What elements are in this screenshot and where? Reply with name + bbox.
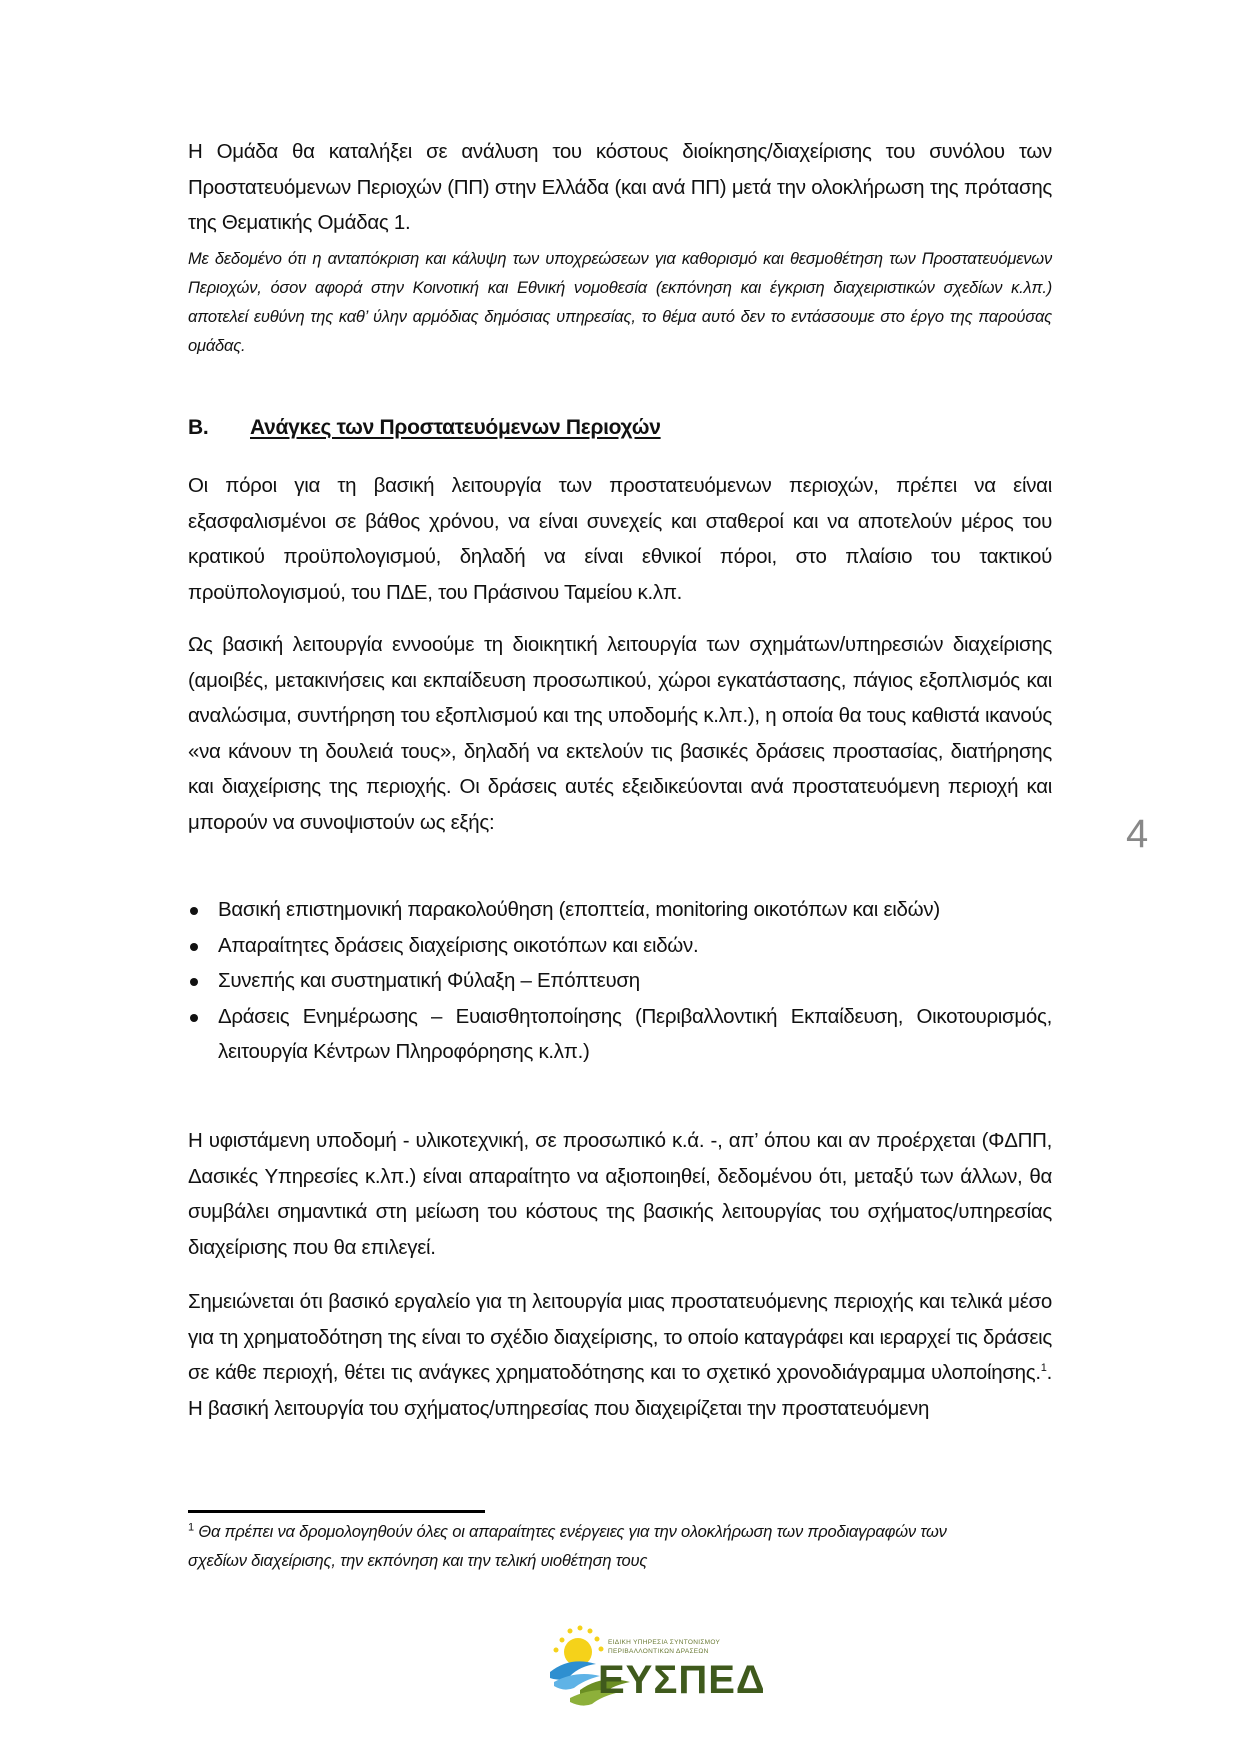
paragraph-text: Η Ομάδα θα καταλήξει σε ανάλυση του κόστους διοίκησης/διαχείρισης του συνόλου των Προστατευόμενων Περιοχών (ΠΠ) στην Ελλάδα (και ανά ΠΠ) μετά την ολοκλήρωση της πρότασης της Θεματικής Ομάδας 1. xyxy=(188,140,1052,234)
footnote-marker: 1 xyxy=(188,1521,194,1534)
footnote-separator xyxy=(188,1510,485,1513)
paragraph-text-part: Σημειώνεται ότι βασικό εργαλείο για τη λειτουργία μιας προστατευόμενης περιοχής και τελικά μέσο για τη χρηματοδότηση της είναι το σχέδιο διαχείρισης, το οποίο καταγράφει και ιεραρχεί τις δράσεις σε κάθε περιοχή, θέτει τις ανάγκες χρηματοδότησης και το σχετικό χρονοδιάγραμμα υλοποίησης. xyxy=(188,1290,1052,1384)
paragraph-text-part: . Η βασική λειτουργία του σχήματος/υπηρεσίας που διαχειρίζεται την προστατευόμενη xyxy=(188,1361,1052,1420)
eyspeD-logo xyxy=(540,1620,766,1730)
footnote xyxy=(188,1518,968,1576)
body-paragraph-5 xyxy=(188,1284,1052,1426)
italic-note xyxy=(188,245,1052,361)
list-item xyxy=(188,963,1052,999)
body-paragraph-1 xyxy=(188,134,1052,241)
list-item xyxy=(188,928,1052,964)
body-paragraph-3 xyxy=(188,627,1052,840)
footnote-reference[interactable]: 1 xyxy=(1040,1362,1047,1375)
paragraph-text: Η υφιστάμενη υποδομή - υλικοτεχνική, σε προσωπικό κ.ά. -, απ’ όπου και αν προέρχεται (ΦΔΠΠ, Δασικές Υπηρεσίες κ.λπ.) είναι απαραίτητο να αξιοποιηθεί, δεδομένου ότι, μεταξύ των άλλων, θα συμβάλει σημαντικά στη μείωση του κόστους της βασικής λειτουργίας του σχήματος/υπηρεσίας διαχείρισης που θα επιλεγεί. xyxy=(188,1129,1052,1259)
list-item-text: Απαραίτητες δράσεις διαχείρισης οικοτόπων και ειδών. xyxy=(218,933,699,957)
paragraph-text: Οι πόροι για τη βασική λειτουργία των προστατευόμενων περιοχών, πρέπει να είναι εξασφαλισμένοι σε βάθος χρόνου, να είναι συνεχείς και σταθεροί και να αποτελούν μέρος του κρατικού προϋπολογισμού, δηλαδή να είναι εθνικοί πόροι, στο πλαίσιο του τακτικού προϋπολογισμού, του ΠΔΕ, του Πράσινου Ταμείου κ.λπ. xyxy=(188,474,1052,604)
list-item-text: Συνεπής και συστηματική Φύλαξη – Επόπτευση xyxy=(218,969,640,992)
logo-caption-line: ΕΙΔΙΚΗ ΥΠΗΡΕΣΙΑ ΣΥΝΤΟΝΙΣΜΟΥ xyxy=(608,1639,721,1646)
paragraph-text xyxy=(188,1284,1052,1426)
list-item-text: Δράσεις Ενημέρωσης – Ευαισθητοποίησης (Περιβαλλοντική Εκπαίδευση, Οικοτουρισμός, λειτουργία Κέντρων Πληροφόρησης κ.λπ.) xyxy=(218,1004,1052,1063)
footnote-text: Θα πρέπει να δρομολογηθούν όλες οι απαραίτητες ενέργειες για την ολοκλήρωση των προδιαγραφών των σχεδίων διαχείρισης, την εκπόνηση και την τελική υιοθέτηση τους xyxy=(188,1523,947,1570)
list-item xyxy=(188,999,1052,1070)
bullet-icon xyxy=(190,978,198,986)
note-text: Με δεδομένο ότι η ανταπόκριση και κάλυψη των υποχρεώσεων για καθορισμό και θεσμοθέτηση των Προστατευόμενων Περιοχών, όσον αφορά στην Κοινοτική και Εθνική νομοθεσία (εκπόνηση και έγκριση διαχειριστικών σχεδίων κ.λπ.) αποτελεί ευθύνη της καθ’ ύλην αρμόδιας δημόσιας υπηρεσίας, το θέμα αυτό δεν το εντάσσουμε στο έργο της παρούσας ομάδας. xyxy=(188,250,1052,355)
bullet-list xyxy=(188,892,1052,1070)
section-number: Β. xyxy=(188,416,209,439)
logo-caption xyxy=(608,1638,720,1656)
body-paragraph-2 xyxy=(188,468,1052,610)
section-title: Ανάγκες των Προστατευόμενων Περιοχών xyxy=(250,416,661,439)
paragraph-text: Ως βασική λειτουργία εννοούμε τη διοικητική λειτουργία των σχημάτων/υπηρεσιών διαχείρισης (αμοιβές, μετακινήσεις και εκπαίδευση προσωπικού, χώροι εγκατάστασης, πάγιος εξοπλισμός και αναλώσιμα, συντήρηση του εξοπλισμού και της υποδομής κ.λπ.), η οποία θα τους καθιστά ικανούς «να κάνουν τη δουλειά τους», δηλαδή να εκτελούν τις βασικές δράσεις προστασίας, διατήρησης και διαχείρισης της περιοχής. Οι δράσεις αυτές εξειδικεύονται ανά προστατευόμενη περιοχή και μπορούν να συνοψιστούν ως εξής: xyxy=(188,633,1052,834)
list-item-text: Βασική επιστημονική παρακολούθηση (εποπτεία, monitoring οικοτόπων και ειδών) xyxy=(218,898,940,921)
logo-brand-text: ΕΥΣΠΕΔ xyxy=(598,1658,766,1702)
list-item xyxy=(188,892,1052,928)
page-number: 4 xyxy=(1126,812,1149,856)
bullet-icon xyxy=(190,943,198,951)
body-paragraph-4 xyxy=(188,1123,1052,1265)
logo-caption-line: ΠΕΡΙΒΑΛΛΟΝΤΙΚΩΝ ΔΡΑΣΕΩΝ xyxy=(608,1648,709,1655)
bullet-icon xyxy=(190,907,198,915)
bullet-icon xyxy=(190,1014,198,1022)
section-heading xyxy=(188,416,661,440)
